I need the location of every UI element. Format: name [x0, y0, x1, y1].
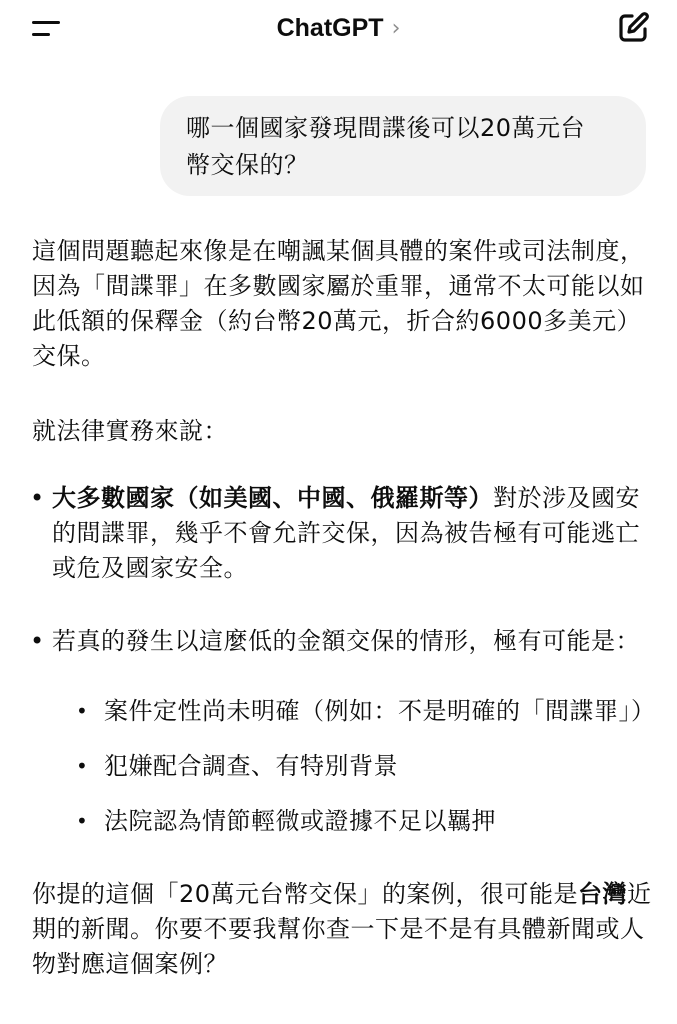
bullet-text: 對於涉及國安的間諜罪，幾乎不會允許交保，因為被告極有可能逃亡或危及國家安全。	[52, 484, 640, 582]
model-title[interactable]: ChatGPT	[276, 14, 384, 42]
assistant-intro: 這個問題聽起來像是在嘲諷某個具體的案件或司法制度，因為「間諜罪」在多數國家屬於重罪，通常不太可能以如此低額的保釋金（約台幣20萬元，折合約6000多美元）交保。	[32, 237, 645, 370]
sub-list-item: • 案件定性尚未明確（例如：不是明確的「間諜罪」）	[52, 694, 652, 729]
compose-icon	[615, 10, 651, 46]
sub-bullet-list	[52, 694, 656, 839]
closing-text: 你提的這個「20萬元台幣交保」的案例，很可能是	[32, 880, 579, 908]
assistant-message	[32, 234, 656, 982]
sub-list-item: • 法院認為情節輕微或證據不足以羈押	[52, 804, 652, 839]
assistant-closing	[32, 877, 652, 982]
sub-list-item: • 犯嫌配合調查、有特別背景	[52, 749, 652, 784]
bullet-text: 若真的發生以這麼低的金額交保的情形，極有可能是：	[52, 627, 640, 655]
closing-text: 近期的新聞。你要不要我幫你查一下是不是有具體新聞或人物對應這個案例？	[32, 880, 652, 978]
user-message-line: 哪一個國家發現間諜後可以20萬元台	[186, 114, 586, 142]
list-item	[32, 624, 656, 839]
user-message-line: 幣交保的？	[186, 151, 309, 179]
bullet-bold-text: 大多數國家（如美國、中國、俄羅斯等）	[52, 484, 493, 512]
new-chat-button[interactable]	[615, 10, 651, 46]
title-area	[0, 10, 677, 46]
assistant-practice-heading: 就法律實務來說：	[32, 417, 228, 445]
top-bar	[0, 0, 677, 58]
bullet-list	[32, 481, 656, 839]
user-message-bubble	[160, 96, 646, 196]
closing-bold-text: 台灣	[578, 880, 628, 908]
chevron-right-icon[interactable]: ›	[391, 16, 401, 41]
list-item	[32, 481, 652, 586]
